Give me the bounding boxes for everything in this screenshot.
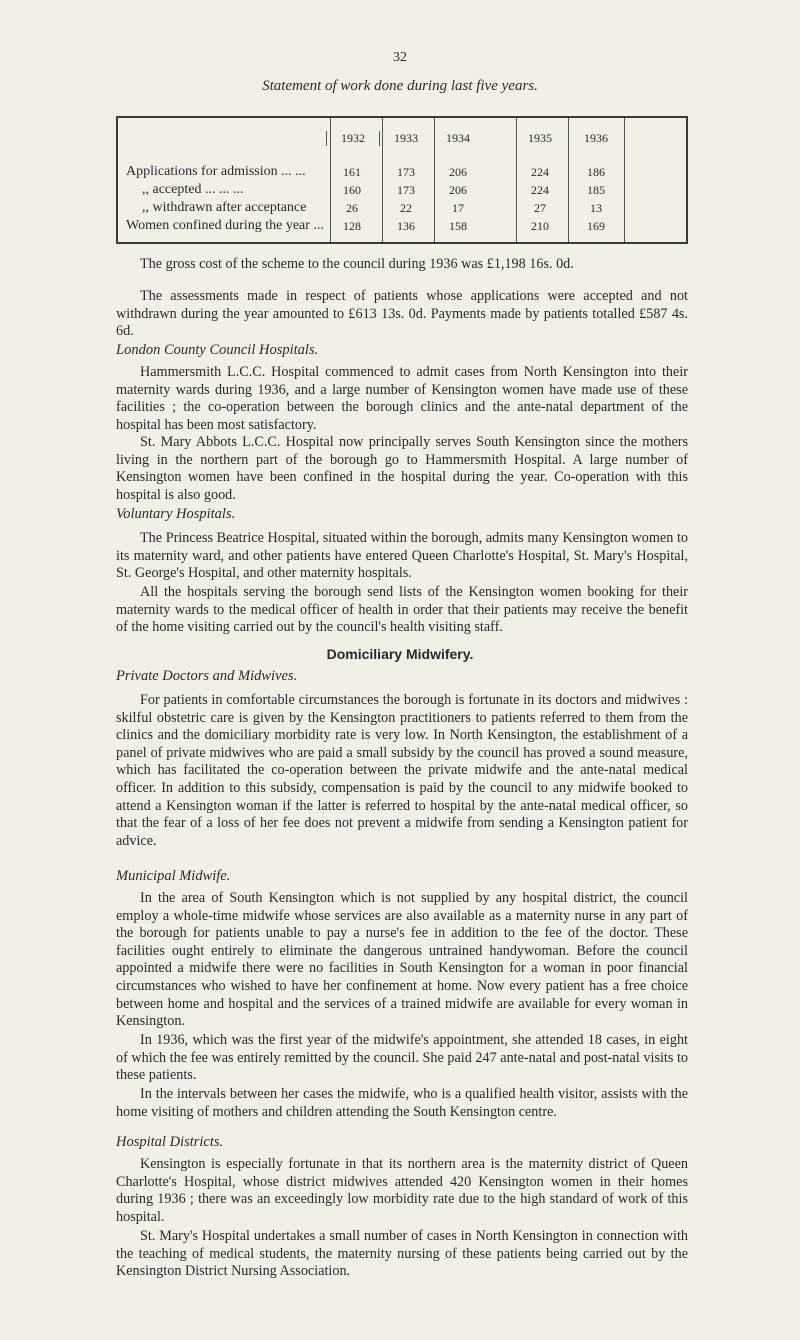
row-label: Women confined during the year ...: [126, 218, 324, 233]
table-cell: 158: [449, 219, 467, 233]
row-label: ,, accepted ... ... ...: [142, 182, 244, 197]
assessments-paragraph: [116, 288, 688, 341]
table-row: [118, 218, 686, 234]
municipal-paragraph: [116, 890, 688, 1031]
table-cell: 136: [397, 219, 415, 233]
paragraph: The gross cost of the scheme to the council during 1936 was £1,198 16s. 0d.: [140, 256, 574, 272]
table-cell: 210: [531, 219, 549, 233]
paragraph: The assessments made in respect of patients whose applications were accepted and not withdrawn during the year amounted to £613 13s. 0d. Payments made by patients totalled £587 4s. 6d.: [116, 288, 688, 340]
page-number: 32: [393, 50, 407, 65]
table-cell: 186: [587, 165, 605, 179]
table-cell: 224: [531, 183, 549, 197]
table-cell: 206: [449, 165, 467, 179]
table-cell: 128: [343, 219, 361, 233]
table-cell: 27: [534, 201, 546, 215]
section-heading: Hospital Districts.: [116, 1134, 224, 1150]
table-cell: 22: [400, 201, 412, 215]
section-heading: Voluntary Hospitals.: [116, 506, 236, 522]
in-1936-paragraph: [116, 1032, 688, 1085]
st-marys-paragraph: [116, 1228, 688, 1281]
section-heading: Municipal Midwife.: [116, 868, 231, 884]
domiciliary-heading: Domiciliary Midwifery.: [326, 646, 474, 662]
table-row: [118, 182, 686, 198]
paragraph: Hammersmith L.C.C. Hospital commenced to admit cases from North Kensington into their maternity wards during 1936, and a large number of Kensington women have made use of these facilities ; the co-operation between the borough clinics and the ante-natal department of the hospital has been most satisfactory.: [116, 364, 688, 433]
private-paragraph: [116, 692, 688, 850]
table-row: [118, 164, 686, 180]
paragraph: For patients in comfortable circumstances the borough is fortunate in its doctors and midwives : skilful obstetric care is given by the Kensington practitioners to patients referred to them from the clinics and the domiciliary morbidity rate is very low. In North Kensington, the establishment of a panel of private midwives who are paid a small subsidy by the council has proved a sound measure, which has facilitated the co-operation between the private midwife and the ante-natal medical officer. In addition to this subsidy, compensation is paid by the council to any midwife booked to attend a Kensington woman if the latter is referred to hospital by the ante-natal medical officer, so that the fear of a loss of her fee does not prevent a midwife from sending a Kensington patient for advice.: [116, 692, 688, 849]
year-header-1935: 1935: [528, 131, 552, 145]
table-cell: 17: [452, 201, 464, 215]
row-label: ,, withdrawn after acceptance: [142, 200, 307, 215]
year-header-1932: 1932: [326, 131, 380, 146]
paragraph: In the intervals between her cases the midwife, who is a qualified health visitor, assists with the home visiting of mothers and children attending the South Kensington centre.: [116, 1086, 688, 1120]
table-row: [118, 200, 686, 216]
table-cell: 161: [343, 165, 361, 179]
table-cell: 224: [531, 165, 549, 179]
st-mary-abbots-paragraph: [116, 434, 688, 504]
paragraph: All the hospitals serving the borough send lists of the Kensington women booking for their maternity wards to the medical officer of health in order that their patients may receive the benefit of the home visiting carried out by the council's health visiting staff.: [116, 584, 688, 636]
hammersmith-paragraph: [116, 364, 688, 434]
paragraph: In 1936, which was the first year of the midwife's appointment, she attended 18 cases, in eight of which the fee was entirely remitted by the council. She paid 247 ante-natal and post-natal visits to these patients.: [116, 1032, 688, 1084]
table-caption: Statement of work done during last five years.: [262, 78, 538, 94]
districts-paragraph: [116, 1156, 688, 1226]
year-header-1933: 1933: [394, 131, 418, 145]
year-header-1936: 1936: [584, 131, 608, 145]
paragraph: The Princess Beatrice Hospital, situated within the borough, admits many Kensington women to its maternity ward, and other patients have entered Queen Charlotte's Hospital, St. Mary's Hospital, St. George's Hospital, and other maternity hospitals.: [116, 530, 688, 582]
statistics-table: [116, 116, 688, 244]
table-cell: 185: [587, 183, 605, 197]
paragraph: St. Mary's Hospital undertakes a small number of cases in North Kensington in connection with the teaching of medical students, the maternity nursing of these patients being carried out by the Kensington District Nursing Association.: [116, 1228, 688, 1280]
section-heading: Private Doctors and Midwives.: [116, 668, 298, 684]
table-cell: 206: [449, 183, 467, 197]
table-cell: 173: [397, 183, 415, 197]
princess-beatrice-paragraph: [116, 530, 688, 583]
table-cell: 173: [397, 165, 415, 179]
section-heading: London County Council Hospitals.: [116, 342, 319, 358]
intervals-paragraph: [116, 1086, 688, 1121]
year-header-1934: 1934: [446, 131, 470, 145]
all-hospitals-paragraph: [116, 584, 688, 637]
paragraph: St. Mary Abbots L.C.C. Hospital now principally serves South Kensington since the mothers living in the northern part of the borough go to Hammersmith Hospital. A large number of Kensington women have been confined in the hospital during the year. Co-operation with this hospital is also good.: [116, 434, 688, 503]
table-cell: 160: [343, 183, 361, 197]
paragraph: Kensington is especially fortunate in that its northern area is the maternity district of Queen Charlotte's Hospital, whose district midwives attended 420 Kensington women in their homes during 1936 ; there was an exceedingly low morbidity rate due to the high standard of work of this hospital.: [116, 1156, 688, 1225]
table-cell: 169: [587, 219, 605, 233]
table-cell: 26: [346, 201, 358, 215]
table-cell: 13: [590, 201, 602, 215]
paragraph: In the area of South Kensington which is not supplied by any hospital district, the council employ a whole-time midwife whose services are also available as a maternity nurse in any part of the borough for patients unable to pay a nurse's fee in addition to the fee of the doctor. These facilities ought entirely to eliminate the dangerous untrained handywoman. Before the council appointed a midwife there were no facilities in South Kensington for a woman in poor financial circumstances who wished to have her confinement at home. Now every patient has a free choice between home and hospital and the services of a trained midwife are available for every woman in Kensington.: [116, 890, 688, 1030]
row-label: Applications for admission ... ...: [126, 164, 306, 179]
gross-cost-paragraph: [116, 256, 688, 274]
